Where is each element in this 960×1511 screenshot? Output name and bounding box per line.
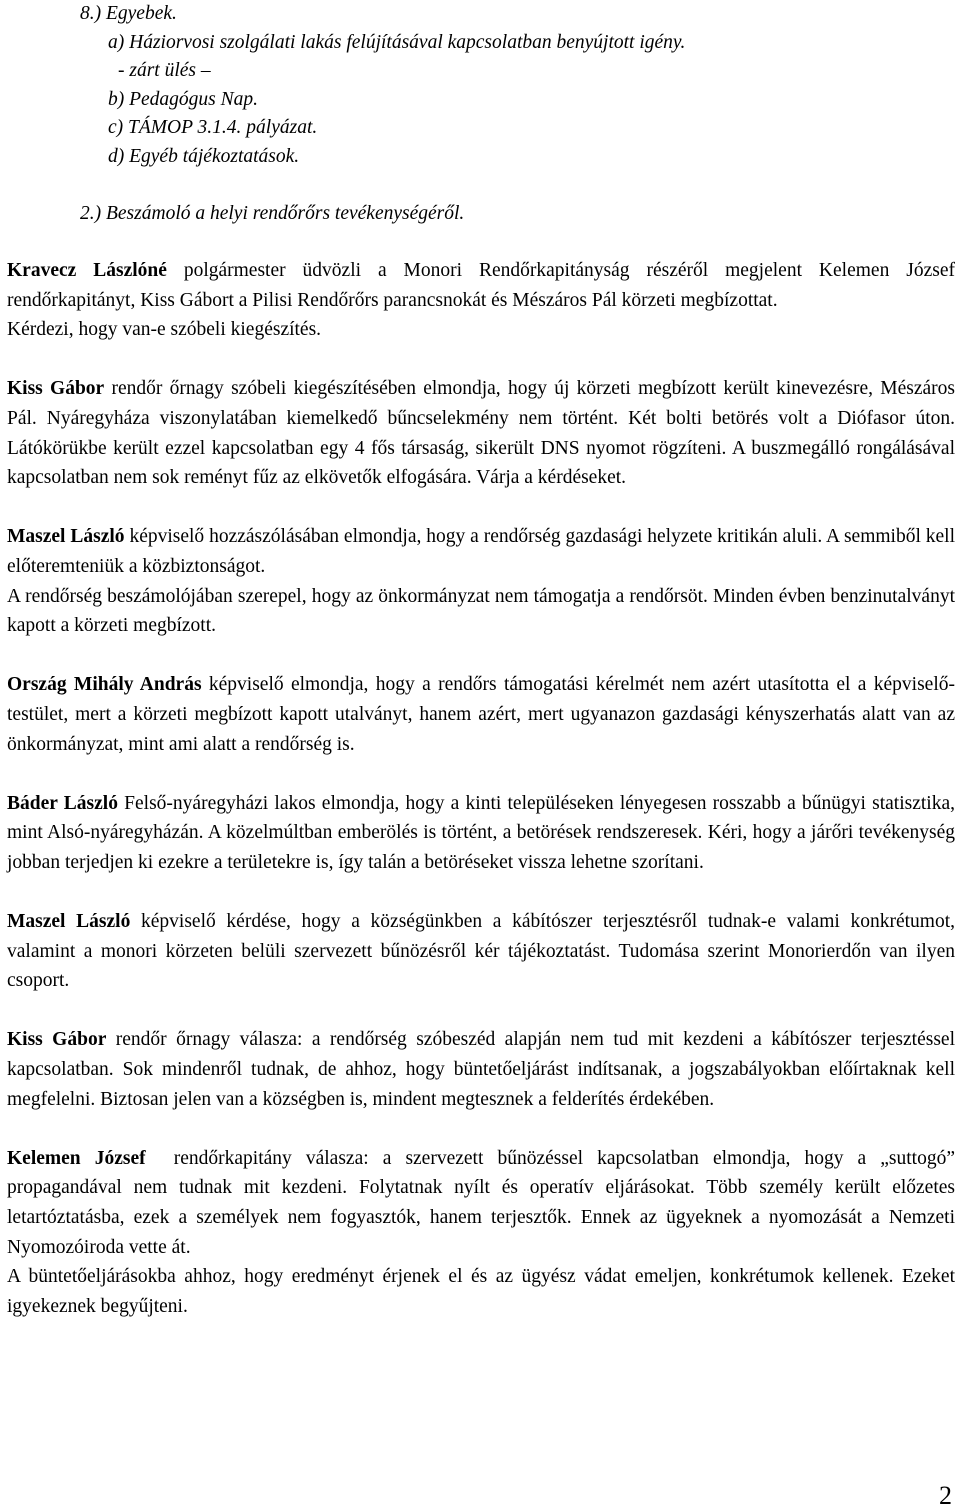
paragraph-text: polgármester üdvözli a Monori Rendőrkapitányság részéről megjelent Kelemen József rendőrkapitányt, Kiss Gábort a Pilisi Rendőrőrs parancsnokát és Mészáros Pál körzeti megbízottat. — [7, 260, 955, 311]
paragraph-8b: A büntetőeljárásokba ahhoz, hogy eredményt érjenek el és az ügyész vádat emeljen, konkrétumok kellenek. Ezeket igyekeznek begyűjteni. — [7, 1266, 955, 1317]
paragraph-8 — [7, 1144, 960, 1262]
section-heading: 2.) Beszámoló a helyi rendőrőrs tevékenységéről. — [80, 203, 465, 224]
paragraph-text: rendőr őrnagy szóbeli kiegészítésében elmondja, hogy új körzeti megbízott került kinevezésre, Mészáros Pál. Nyáregyháza viszonylatában kiemelkedő bűncselekmény nem történt. Két bolti betörés volt a Diófasor úton. Látókörükbe került ezzel kapcsolatban egy 4 fős társaság, sikerült DNS nyomot rögzíteni. A buszmegálló rongálásával kapcsolatban nem sok reményt fűz az elkövetők elfogására. Várja a kérdéseket. — [7, 378, 955, 489]
paragraph-6 — [7, 907, 955, 996]
agenda-list — [80, 0, 685, 229]
agenda-item-8b: b) Pedagógus Nap. — [108, 88, 259, 110]
paragraph-4 — [7, 670, 955, 759]
speaker-name: Kelemen József — [7, 1147, 146, 1169]
speaker-name: Báder László — [7, 792, 118, 814]
speaker-name: Ország Mihály András — [7, 674, 202, 696]
agenda-item-8c: c) TÁMOP 3.1.4. pályázat. — [108, 117, 318, 138]
paragraph-1 — [7, 256, 955, 315]
speaker-name: Kiss Gábor — [7, 378, 105, 400]
page-number: 2 — [939, 1481, 952, 1510]
paragraph-7 — [7, 1025, 955, 1114]
agenda-item-8a: a) Háziorvosi szolgálati lakás felújításával kapcsolatban benyújtott igény. — [108, 31, 686, 53]
speaker-name: Maszel László — [7, 911, 131, 933]
paragraph-text: képviselő hozzászólásában elmondja, hogy a rendőrség gazdasági helyzete kritikán aluli. A semmiből kell előteremteniük a közbiztonságot. — [7, 526, 956, 577]
paragraph-text: képviselő elmondja, hogy a rendőrs támogatási kérelmét nem azért utasította el a képviselő-testület, mert a körzeti megbízott kapott utalványt, hanem azért, mert ugyanazon gazdasági kényszerhatás alatt van az önkormányzat, mint ami alatt a rendőrség is. — [7, 674, 955, 755]
paragraph-3b: A rendőrség beszámolójában szerepel, hogy az önkormányzat nem támogatja a rendőrsöt. Minden évben benzinutalványt kapott a körzeti megbízott. — [7, 585, 955, 637]
paragraph-5 — [7, 789, 955, 878]
paragraph-text: képviselő kérdése, hogy a községünkben a kábítószer terjesztésről tudnak-e valami konkrétumot, valamint a monori körzeten belüli szervezett bűnözésről kér tájékoztatást. Tudomása szerint Monorierdőn van ilyen csoport. — [7, 911, 956, 992]
speaker-name: Kiss Gábor — [7, 1029, 107, 1051]
agenda-item-8: 8.) Egyebek. — [80, 3, 177, 24]
paragraph-text: rendőr őrnagy válasza: a rendőrség szóbeszéd alapján nem tud mit kezdeni a kábítószer terjesztéssel kapcsolatban. Sok mindenről tudnak, de ahhoz, hogy büntetőeljárást indítsanak, a jogszabályokban előírtaknak kell megfelelni. Biztosan jelen van a községben is, mindent megtesznek a felderítés érdekében. — [7, 1029, 955, 1110]
agenda-item-8a-note: - zárt ülés – — [118, 60, 211, 81]
agenda-item-8d: d) Egyéb tájékoztatások. — [108, 145, 300, 167]
paragraph-1b: Kérdezi, hogy van-e szóbeli kiegészítés. — [7, 319, 322, 341]
speaker-name: Maszel László — [7, 526, 125, 548]
paragraph-3 — [7, 522, 955, 581]
paragraph-text: Felső-nyáregyházi lakos elmondja, hogy a kinti településeken lényegesen rosszabb a bűnügyi statisztika, mint Alsó-nyáregyházán. A közelmúltban emberölés is történt, a betörések rendszeresek. Kéri, hogy a járőri tevékenység jobban terjedjen ki ezekre a területekre is, így talán a betöréseket vissza lehetne szorítani. — [7, 792, 955, 873]
paragraph-2 — [7, 374, 955, 492]
speaker-name: Kravecz Lászlóné — [7, 260, 167, 281]
minutes-body — [7, 256, 960, 1321]
paragraph-text: rendőrkapitány válasza: a szervezett bűnözéssel kapcsolatban elmondja, hogy a „suttogó” propagandával nem tudnak mit kezdeni. Folytatnak nyílt és operatív eljárásokat. Több személy került előzetes letartóztatásba, ezek a személyek nem fogyasztók, hanem terjesztők. Ennek az ügyeknek a nyomozását a Nemzeti Nyomozóiroda vette át. — [7, 1147, 960, 1258]
